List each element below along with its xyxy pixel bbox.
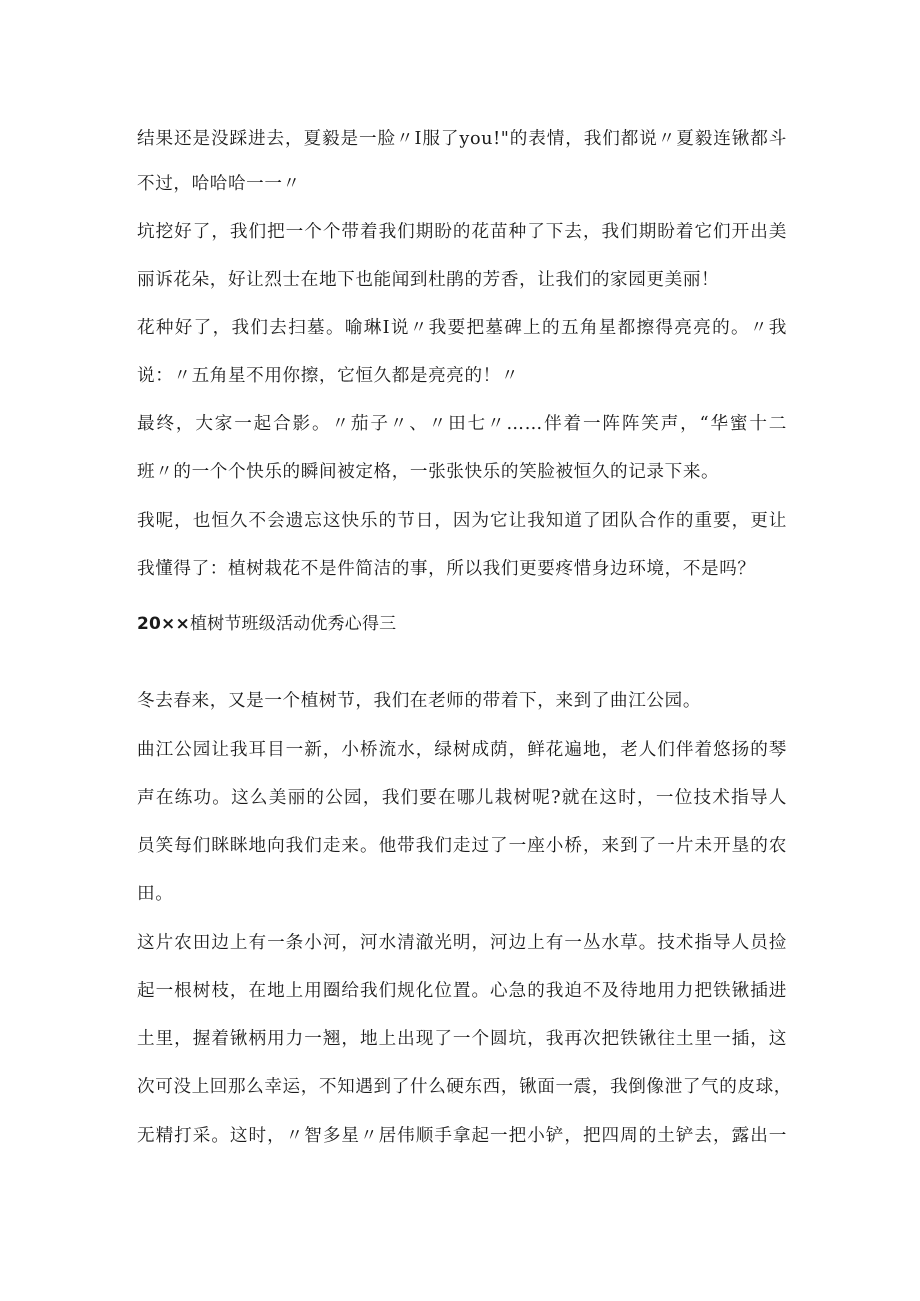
paragraph-line: 花种好了，我们去扫墓。喻琳I说〃我要把墓碑上的五角星都擦得亮亮的。〃我 [137,318,787,338]
paragraph-line: 最终，大家一起合影。〃茄子〃、〃田七〃……伴着一阵阵笑声，“华蜜十二 [137,414,787,434]
paragraph-line: 说：〃五角星不用你擦，它恒久都是亮亮的！〃 [137,366,520,386]
paragraph-line: 员笑每们眯眯地向我们走来。他带我们走过了一座小桥，来到了一片未开垦的农 [137,836,787,856]
paragraph-line: 丽诉花朵，好让烈士在地下也能闻到杜鹃的芳香，让我们的家园更美丽！ [137,270,720,290]
paragraph-line: 声在练功。这么美丽的公园，我们要在哪儿栽树呢?就在这时，一位技术指导人 [137,788,787,808]
paragraph-line: 土里，握着锹柄用力一翘，地上出现了一个圆坑，我再次把铁锹往土里一插，这 [137,1029,787,1049]
paragraph-line: 不过，哈哈哈一一〃 [137,174,301,194]
heading-number: 20×× [137,614,190,634]
section-heading [137,612,787,636]
paragraph-line: 结果还是没踩进去，夏毅是一脸〃I服了you!"的表情，我们都说〃夏毅连锹都斗 [137,129,787,149]
paragraph-line: 无精打采。这时，〃智多星〃居伟顺手拿起一把小铲，把四周的土铲去，露出一 [137,1126,787,1146]
paragraph-line: 班〃的一个个快乐的瞬间被定格，一张张快乐的笑脸被恒久的记录下来。 [137,462,720,482]
paragraph-line: 曲江公园让我耳目一新，小桥流水，绿树成荫，鲜花遍地，老人们伴着悠扬的琴 [137,740,787,760]
paragraph-line: 田。 [137,884,174,904]
paragraph-line: 冬去春来，又是一个植树节，我们在老师的带着下，来到了曲江公园。 [137,691,702,711]
paragraph-line: 坑挖好了，我们把一个个带着我们期盼的花苗种了下去，我们期盼着它们开出美 [137,222,787,242]
paragraph-line: 我呢，也恒久不会遗忘这快乐的节日，因为它让我知道了团队合作的重要，更让 [137,511,787,531]
paragraph-line: 次可没上回那么幸运，不知遇到了什么硬东西，锹面一震，我倒像泄了气的皮球， [137,1077,792,1097]
paragraph-line: 这片农田边上有一条小河，河水清澈光明，河边上有一丛水草。技术指导人员捡 [137,933,787,953]
paragraph-line: 起一根树枝，在地上用圈给我们规化位置。心急的我迫不及待地用力把铁锹插进 [137,981,787,1001]
heading-title: 植树节班级活动优秀心得三 [189,614,397,634]
paragraph-line: 我懂得了：植树栽花不是件简洁的事，所以我们更要疼惜身边环境，不是吗？ [137,559,756,579]
